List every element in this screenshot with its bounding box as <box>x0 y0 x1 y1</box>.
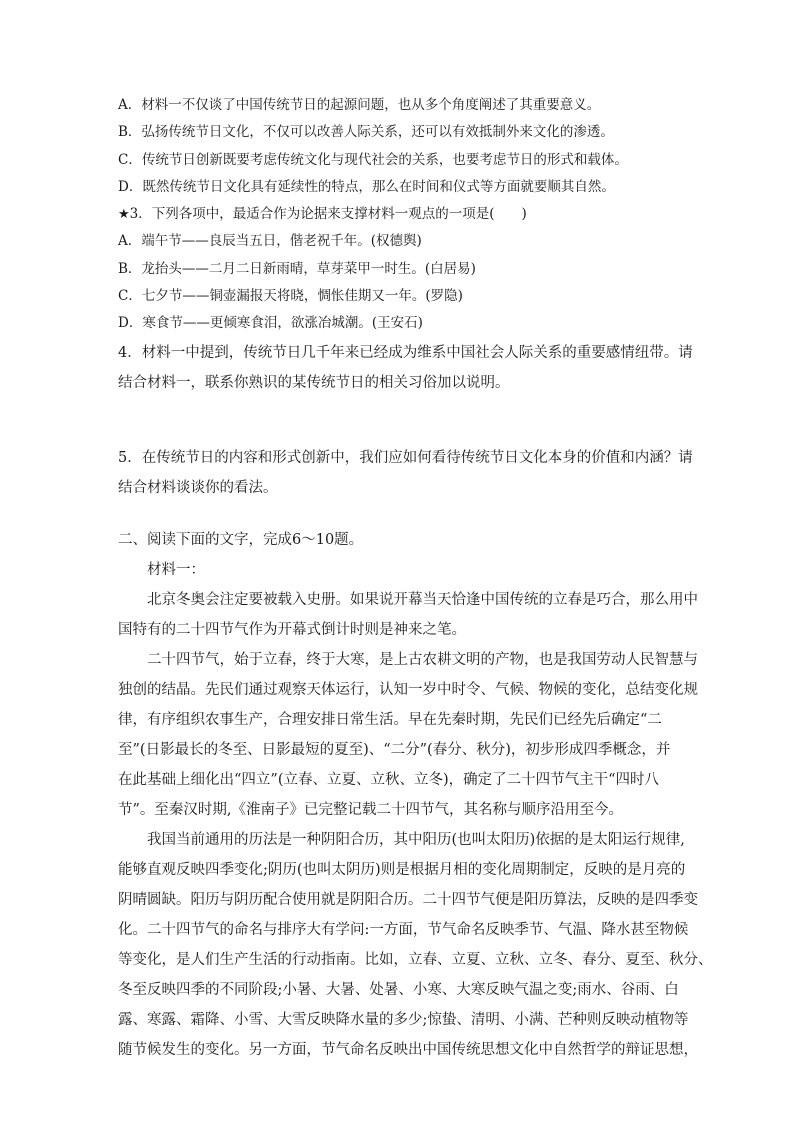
paragraph-line: 阴晴圆缺。阳历与阴历配合使用就是阴阳合历。二十四节气便是阳历算法，反映的是四季变 <box>118 892 698 908</box>
q3-option-d: D．寒食节——更倾寒食泪，欲涨冶城潮。(王安石) <box>118 315 423 332</box>
paragraph-line: 独创的结晶。先民们通过观察天体运行，认知一岁中时令、气候、物候的变化，总结变化规 <box>118 682 698 698</box>
q3-stem-text: 3．下列各项中，最适合作为论据来支撑材料一观点的一项是( ) <box>129 206 527 223</box>
star-icon: ★ <box>118 207 130 223</box>
paragraph-line: 化。二十四节气的命名与排序大有学问:一方面，节气命名反映季节、气温、降水甚至物候 <box>118 922 689 938</box>
paragraph-line: 等变化，是人们生产生活的行动指南。比如，立春、立夏、立秋、立冬、春分、夏至、秋分、 <box>118 952 713 968</box>
paragraph-2 <box>118 645 698 825</box>
paragraph-line: 露、寒露、霜降、小雪、大雪反映降水量的多少;惊蛰、清明、小满、芒种则反映动植物等 <box>118 1012 689 1028</box>
q4-line-1: 4．材料一中提到，传统节日几千年来已经成为维系中国社会人际关系的重要感情纽带。请 <box>118 345 693 361</box>
paragraph-line: 冬至反映四季的不同阶段;小暑、大暑、处暑、小寒、大寒反映气温之变;雨水、谷雨、白 <box>118 982 679 998</box>
paragraph-line: 北京冬奥会注定要被载入史册。如果说开幕当天恰逢中国传统的立春是巧合，那么用中 <box>147 592 698 608</box>
paragraph-1 <box>118 585 698 645</box>
paragraph-line: 能够直观反映四季变化;阴历(也叫太阴历)则是根据月相的变化周期制定，反映的是月亮的 <box>118 862 686 878</box>
q4 <box>118 338 693 398</box>
q4-line-2: 结合材料一，联系你熟识的某传统节日的相关习俗加以说明。 <box>118 375 510 391</box>
q2-option-d: D．既然传统节日文化具有延续性的特点，那么在时间和仪式等方面就要顺其自然。 <box>118 178 615 195</box>
paragraph-line: 随节候发生的变化。另一方面，节气命名反映出中国传统思想文化中自然哲学的辩证思想， <box>118 1042 698 1058</box>
material-label: 材料一： <box>147 562 205 578</box>
q5 <box>118 443 693 503</box>
section-2-heading: 二、阅读下面的文字，完成6～10题。 <box>118 532 364 548</box>
paragraph-3 <box>118 825 713 1065</box>
q3-option-c: C．七夕节——铜壶漏报天将晓，惆怅佳期又一年。(罗隐) <box>118 288 463 305</box>
q5-line-1: 5．在传统节日的内容和形式创新中，我们应如何看待传统节日文化本身的价值和内涵？请 <box>118 450 693 466</box>
paragraph-line: 我国当前通用的历法是一种阴阳合历，其中阳历(也叫太阳历)依据的是太阳运行规律, <box>147 832 685 848</box>
paragraph-line: 至”(日影最长的冬至、日影最短的夏至)、“二分”(春分、秋分)，初步形成四季概念，并 <box>118 742 671 758</box>
paragraph-line: 律，有序组织农事生产，合理安排日常生活。早在先秦时期，先民们已经先后确定“二 <box>118 712 662 728</box>
q5-line-2: 结合材料谈谈你的看法。 <box>118 480 278 496</box>
q2-options <box>118 92 678 338</box>
paragraph-line: 国特有的二十四节气作为开幕式倒计时则是神来之笔。 <box>118 622 466 638</box>
section-2 <box>118 525 713 1065</box>
paragraph-line: 二十四节气，始于立春，终于大寒，是上古农耕文明的产物，也是我国劳动人民智慧与 <box>147 652 698 668</box>
paragraph-line: 节”。至秦汉时期,《淮南子》已完整记载二十四节气，其名称与顺序沿用至今。 <box>118 802 624 818</box>
paragraph-line: 在此基础上细化出“四立”(立春、立夏、立秋、立冬)，确定了二十四节气主干“四时八 <box>118 772 660 788</box>
q3-option-a: A．端午节——良辰当五日，偕老祝千年。(权德舆) <box>118 233 422 250</box>
q2-option-c: C．传统节日创新既要考虑传统文化与现代社会的关系，也要考虑节日的形式和载体。 <box>118 151 628 168</box>
q2-option-b: B．弘扬传统节日文化，不仅可以改善人际关系，还可以有效抵制外来文化的渗透。 <box>118 124 614 141</box>
q2-option-a: A．材料一不仅谈了中国传统节日的起源问题，也从多个角度阐述了其重要意义。 <box>118 97 601 113</box>
q3-stem <box>118 201 678 228</box>
q3-option-b: B．龙抬头——二月二日新雨晴，草芽菜甲一时生。(白居易) <box>118 260 476 277</box>
